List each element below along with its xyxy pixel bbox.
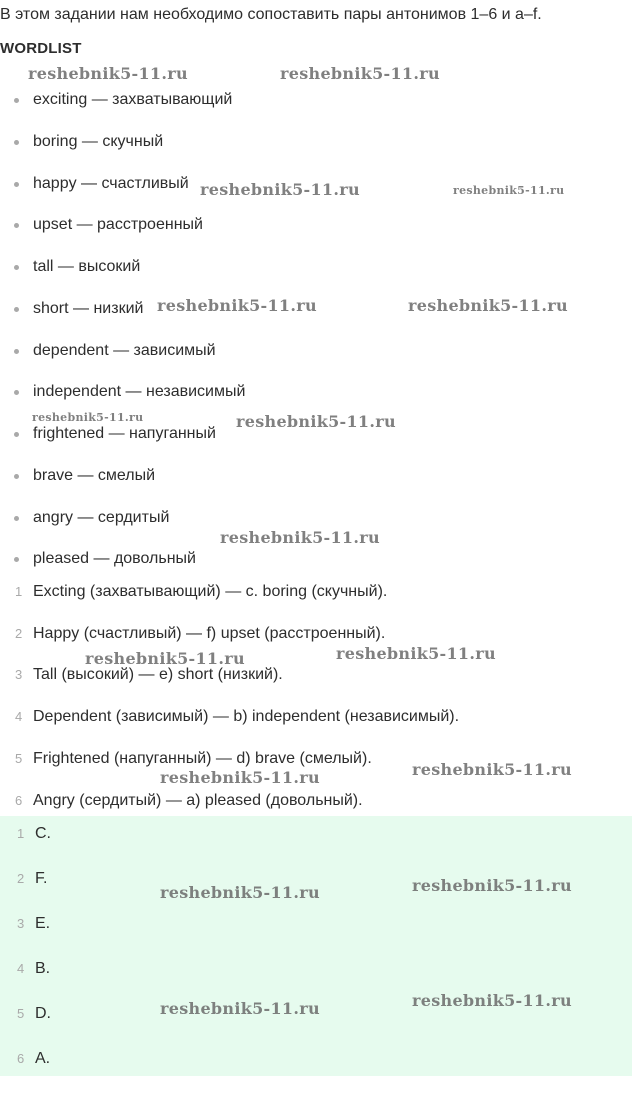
watermark: reshebnik5-11.ru bbox=[453, 184, 565, 197]
answer-item bbox=[15, 666, 283, 684]
bullet-icon bbox=[14, 432, 19, 437]
watermark: reshebnik5-11.ru bbox=[236, 412, 396, 431]
final-answer-number: 2 bbox=[17, 871, 25, 886]
wordlist-item bbox=[33, 425, 216, 443]
final-answer-letter: D. bbox=[35, 1005, 51, 1022]
answer-number: 5 bbox=[15, 751, 23, 766]
watermark: reshebnik5-11.ru bbox=[336, 644, 496, 663]
final-answer-letter: A. bbox=[35, 1050, 51, 1067]
wordlist-item bbox=[33, 342, 216, 360]
intro-text: В этом задании нам необходимо сопоставить пары антонимов 1–6 и a–f. bbox=[0, 6, 542, 23]
answer-item bbox=[15, 583, 388, 601]
bullet-icon bbox=[14, 557, 19, 562]
answer-number: 4 bbox=[15, 709, 23, 724]
answer-text: Tall (высокий) — e) short (низкий). bbox=[33, 666, 283, 683]
watermark: reshebnik5-11.ru bbox=[412, 876, 572, 895]
final-answer-letter: E. bbox=[35, 915, 51, 932]
bullet-icon bbox=[14, 390, 19, 395]
watermark: reshebnik5-11.ru bbox=[220, 528, 380, 547]
watermark: reshebnik5-11.ru bbox=[28, 64, 188, 83]
watermark: reshebnik5-11.ru bbox=[280, 64, 440, 83]
watermark: reshebnik5-11.ru bbox=[85, 649, 245, 668]
watermark: reshebnik5-11.ru bbox=[412, 760, 572, 779]
answer-text: Frightened (напуганный) — d) brave (смелый). bbox=[33, 750, 372, 767]
final-answer-number: 6 bbox=[17, 1051, 25, 1066]
wordlist-item bbox=[33, 175, 189, 193]
final-answer-box bbox=[0, 816, 632, 1076]
final-answer-item bbox=[17, 825, 51, 843]
wordlist-item-text: pleased — довольный bbox=[33, 550, 196, 567]
final-answer-item bbox=[17, 960, 51, 978]
wordlist-item-text: frightened — напуганный bbox=[33, 425, 216, 442]
final-answer-number: 4 bbox=[17, 961, 25, 976]
final-answer-number: 3 bbox=[17, 916, 25, 931]
wordlist-item-text: exciting — захватывающий bbox=[33, 91, 233, 108]
answer-item bbox=[15, 625, 386, 643]
answer-number: 2 bbox=[15, 626, 23, 641]
wordlist-item bbox=[33, 467, 155, 485]
wordlist-item-text: dependent — зависимый bbox=[33, 342, 216, 359]
watermark: reshebnik5-11.ru bbox=[412, 991, 572, 1010]
answer-number: 6 bbox=[15, 793, 23, 808]
final-answer-number: 5 bbox=[17, 1006, 25, 1021]
final-answer-letter: F. bbox=[35, 870, 48, 887]
answer-text: Happy (счастливый) — f) upset (расстроенный). bbox=[33, 625, 386, 642]
wordlist-item-text: tall — высокий bbox=[33, 258, 141, 275]
wordlist-item bbox=[33, 133, 163, 151]
wordlist-item bbox=[33, 258, 140, 276]
wordlist-item-text: short — низкий bbox=[33, 300, 144, 317]
wordlist-heading: WORDLIST bbox=[0, 40, 82, 57]
watermark: reshebnik5-11.ru bbox=[200, 180, 360, 199]
wordlist-item bbox=[33, 509, 169, 527]
final-answer-item bbox=[17, 1005, 51, 1023]
watermark: reshebnik5-11.ru bbox=[408, 296, 568, 315]
watermark: reshebnik5-11.ru bbox=[157, 296, 317, 315]
bullet-icon bbox=[14, 474, 19, 479]
wordlist-item-text: happy — счастливый bbox=[33, 175, 189, 192]
watermark: reshebnik5-11.ru bbox=[160, 768, 320, 787]
answer-item bbox=[15, 708, 460, 726]
answer-text: Dependent (зависимый) — b) independent (независимый). bbox=[33, 708, 460, 725]
answer-text: Excting (захватывающий) — c. boring (скучный). bbox=[33, 583, 388, 600]
watermark: reshebnik5-11.ru bbox=[32, 411, 144, 424]
final-answer-item bbox=[17, 870, 48, 888]
bullet-icon bbox=[14, 307, 19, 312]
wordlist-item-text: independent — независимый bbox=[33, 383, 246, 400]
bullet-icon bbox=[14, 182, 19, 187]
watermark: reshebnik5-11.ru bbox=[160, 883, 320, 902]
wordlist-item-text: upset — расстроенный bbox=[33, 216, 203, 233]
final-answer-item bbox=[17, 1050, 51, 1068]
watermark: reshebnik5-11.ru bbox=[160, 999, 320, 1018]
wordlist-item-text: boring — скучный bbox=[33, 133, 164, 150]
bullet-icon bbox=[14, 265, 19, 270]
wordlist-item bbox=[33, 300, 143, 318]
final-answer-letter: C. bbox=[35, 825, 51, 842]
final-answer-letter: B. bbox=[35, 960, 51, 977]
answer-number: 1 bbox=[15, 584, 23, 599]
wordlist-item-text: brave — смелый bbox=[33, 467, 156, 484]
answer-text: Angry (сердитый) — a) pleased (довольный). bbox=[33, 792, 363, 809]
final-answer-number: 1 bbox=[17, 826, 25, 841]
wordlist-item bbox=[33, 383, 245, 401]
wordlist-item bbox=[33, 91, 232, 109]
wordlist-item bbox=[33, 216, 203, 234]
answer-item bbox=[15, 750, 372, 768]
final-answer-item bbox=[17, 915, 51, 933]
bullet-icon bbox=[14, 98, 19, 103]
bullet-icon bbox=[14, 140, 19, 145]
bullet-icon bbox=[14, 516, 19, 521]
wordlist-item bbox=[33, 550, 196, 568]
answer-item bbox=[15, 792, 363, 810]
bullet-icon bbox=[14, 223, 19, 228]
bullet-icon bbox=[14, 349, 19, 354]
wordlist-item-text: angry — сердитый bbox=[33, 509, 170, 526]
answer-number: 3 bbox=[15, 667, 23, 682]
